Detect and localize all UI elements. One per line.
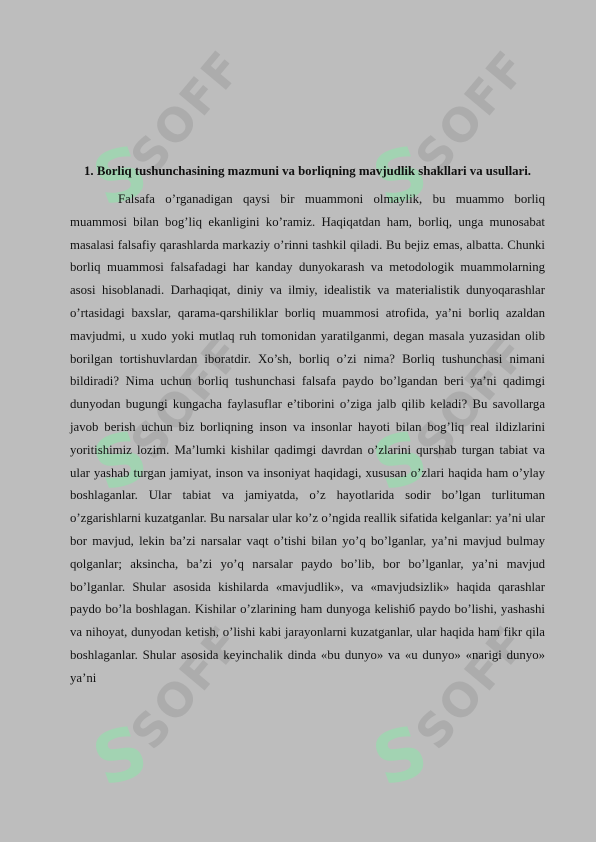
watermark-text: SOFF [404, 324, 539, 470]
document-body [70, 163, 545, 690]
watermark-s-logo: S [82, 128, 158, 224]
watermark-text: SOFF [119, 39, 254, 185]
watermark-text: SOFF [404, 614, 539, 760]
watermark-s-logo: S [362, 128, 438, 224]
watermark-s-logo: S [82, 708, 158, 804]
body-paragraph: Falsafa o’rganadigan qaysi bir muammoni olmaylik, bu muammo borliq muammosi bilan bog’liq ekanligini ko’ramiz. Haqiqatdan ham, borliq, unga munosabat masalasi falsafiy qarashlarda markaziy o’rinni tashkil qiladi. Bu bejiz emas, albatta. Chunki borliq muammosi falsafadagi har kanday dunyokarash va metodologik muammolarning asosi hisoblanadi. Darhaqiqat, diniy va ilmiy, idealistik va materialistik dunyoqarashlar o’rtasidagi baxslar, qarama-qarshiliklar borliq muammosi atrofida, ya’ni borliq azaldan mavjudmi, u xudo yoki mutlaq ruh tomonidan yaratilganmi, degan masala yuzasidan olib borilgan tortishuvlardan iboratdir. Xo’sh, borliq o’zi nima? Borliq tushunchasi nimani bildiradi? Nima uchun borliq tushunchasi falsafa paydo bo’lgandan beri ya’ni qadimgi dunyodan bugungi kungacha faylasuflar e’tiborini o’ziga jalb qilib keladi? Bu savollarga javob berish uchun biz borliqning inson va insonlar hayoti bilan bog’liq real ildizlarini yoritishimiz lozim. Ma’lumki kishilar qadimgi davrdan o’zlarini qurshab turgan tabiat va ular yashab turgan jamiyat, inson va insoniyat haqidagi, xususan o’zlari haqida ham o’ylay boshlaganlar. Ular tabiat va jamiyatda, o’z hayotlarida sodir bo’lgan turlituman o’zgarishlarni kuzatganlar. Bu narsalar ular ko’z o’ngida reallik sifatida kelganlar: ya’ni ular bor mavjud, lekin ba’zi narsalar vaqt o’tishi bilan yo’q bo’lganlar, ya’ni mavjud bulmay qolganlar; aksincha, ba’zi yo’q narsalar paydo bo’lib, bor bo’lganlar, ya’ni mavjud bo’lganlar. Shular asosida kishilarda «mavjudlik», va «mavjudsizlik» haqida qarashlar paydo bo’la boshlagan. Kishilar o’zlarining ham dunyoga kelishiб paydo bo’lishi, yashashi va nihoyat, dunyodan ketish, o’lishi kabi jarayonlarni kuzatganlar, ular haqida ham fikr qila boshlaganlar. Shular asosida keyinchalik dinda «bu dunyo» va «u dunyo» «narigi dunyo» ya’ni [70, 192, 545, 685]
watermark-s-logo: S [362, 708, 438, 804]
watermark-text: SOFF [119, 614, 254, 760]
watermark-s-logo: S [82, 413, 158, 509]
watermark-text: SOFF [119, 324, 254, 470]
watermark-s-logo: S [362, 413, 438, 509]
watermark-text: SOFF [404, 39, 539, 185]
section-title: 1. Borliq tushunchasining mazmuni va borliqning mavjudlik shakllari va usullari. [84, 164, 531, 178]
